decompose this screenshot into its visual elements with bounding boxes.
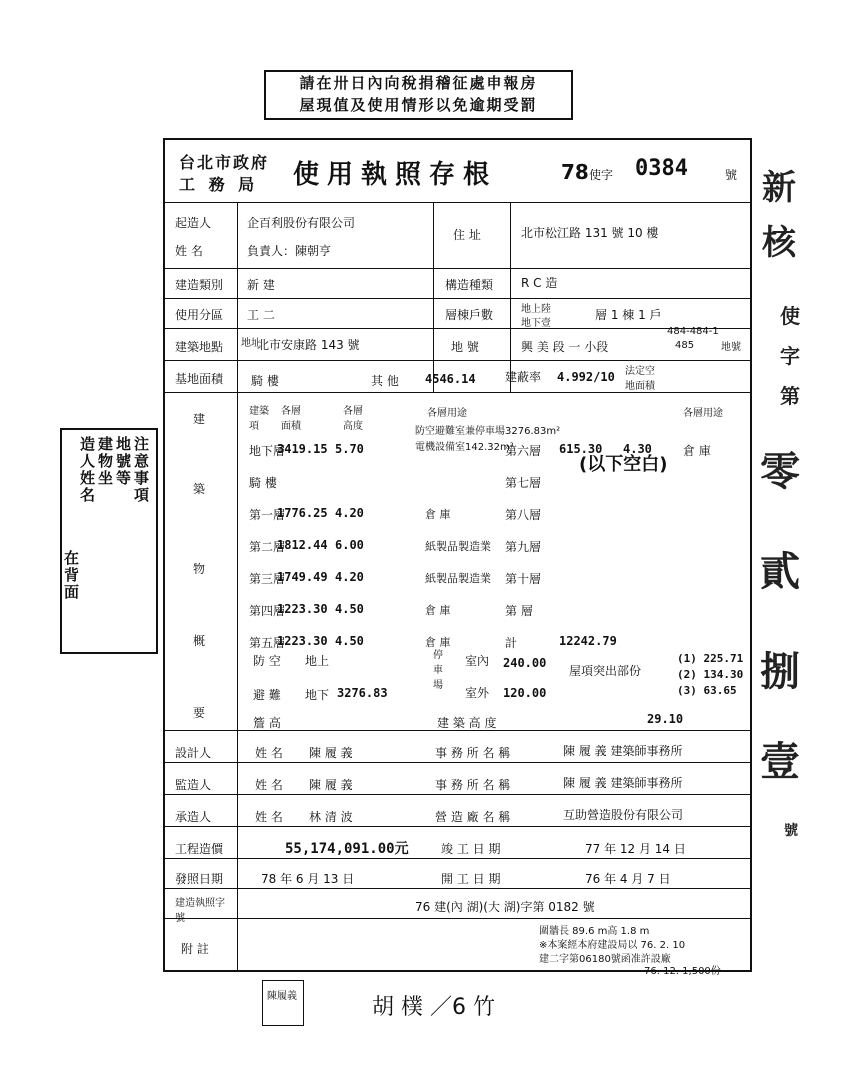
zone-label: 使用分區 (175, 308, 224, 322)
right-floor-label: 第六層 (505, 444, 542, 458)
building-side-label: 概 (193, 634, 206, 648)
permit-year: 78 (561, 160, 589, 184)
supervisor-role: 監造人 (175, 778, 212, 792)
supervisor-office-label: 事 務 所 名 稱 (435, 778, 511, 792)
refuge-value: 3276.83 (337, 686, 388, 700)
designer-office-label: 事 務 所 名 稱 (435, 746, 511, 760)
air-sub: 地上 (305, 654, 330, 668)
remarks-label: 附 註 (181, 942, 209, 956)
left-floor-use: 紙製品製造業 (425, 540, 491, 553)
margin-char: 核 (762, 223, 796, 263)
type-label: 建造類別 (175, 278, 224, 292)
roof-label: 屋項突出部份 (569, 664, 642, 678)
head-purpose: 各層用途 (427, 408, 467, 419)
contractor-office: 互助營造股份有限公司 (563, 808, 684, 822)
floors-label: 層棟戶數 (445, 308, 494, 322)
building-height-value: 29.10 (647, 712, 684, 726)
margin-char: 新 (762, 168, 796, 208)
lot-nums-2: 485 (675, 340, 695, 351)
left-floor-area: 1223.30 (277, 634, 328, 648)
zone-value: 工 二 (247, 308, 275, 322)
cost-label: 工程造價 (175, 842, 224, 856)
issue-value: 78 年 6 月 13 日 (261, 872, 355, 886)
left-floor-area: 1812.44 (277, 538, 328, 552)
designer-name-label: 姓 名 (255, 746, 283, 760)
notice-line-2: 屋現值及使用情形以免逾期受罰 (299, 96, 538, 114)
side-note-col-4: 造人姓名 (78, 436, 96, 504)
indoor-label: 室內 (465, 654, 490, 668)
margin-char: 零 (760, 449, 800, 495)
head-height: 各層高度 (343, 406, 363, 432)
side-note-col-5: 在背面 (62, 550, 80, 601)
notice-stamp (264, 70, 573, 120)
builder-company: 企百利股份有限公司 (247, 216, 356, 230)
left-floor-label: 騎 樓 (249, 476, 277, 490)
eave-label: 簷 高 (253, 716, 281, 730)
left-floor-use: 倉 庫 (425, 508, 451, 521)
seal-text: 陳履義 (267, 991, 297, 1002)
designer-role: 設計人 (175, 746, 212, 760)
permit-number: 0384 (635, 156, 688, 181)
permit-no-value: 76 建(內 湖)(大 湖)字第 0182 號 (415, 900, 595, 914)
builder-label-2: 姓 名 (175, 244, 203, 258)
left-floor-area: 1776.25 (277, 506, 328, 520)
signature: 胡 樸 ／6 竹 (372, 995, 495, 1020)
right-floor-use: 倉 庫 (683, 444, 711, 458)
lot-value: 興 美 段 一 小段 (521, 340, 609, 354)
left-floor-label: 第一層 (249, 508, 286, 522)
blank-note: (以下空白) (579, 454, 668, 475)
left-floor-area: 3419.15 (277, 442, 328, 456)
building-side-label: 物 (193, 562, 206, 576)
designer-name: 陳 履 義 (309, 746, 353, 760)
other-label: 其 他 (371, 374, 399, 388)
roof-2: (2) 134.30 (677, 668, 744, 681)
lot-label: 地 號 (451, 340, 479, 354)
permit-no-label: 建造執照字號 (175, 898, 225, 924)
lot-suffix: 地號 (721, 342, 741, 353)
building-side-label: 建 (193, 412, 206, 426)
left-floor-height: 5.70 (335, 442, 364, 456)
left-floor-label: 第四層 (249, 604, 286, 618)
side-note-col-2: 地號等 (114, 436, 132, 487)
right-floor-height: 4.30 (623, 442, 652, 456)
contractor-office-label: 營 造 廠 名 稱 (435, 810, 511, 824)
building-height-label: 建 築 高 度 (437, 716, 497, 730)
remarks-line-1: 圍牆長 89.6 m高 1.8 m (539, 926, 650, 937)
air-label: 防 空 (253, 654, 281, 668)
margin-char: 字 (780, 344, 800, 368)
lot-nums: 484-484-1 (667, 326, 719, 337)
struct-value: R C 造 (521, 276, 558, 290)
margin-char: 壹 (760, 739, 800, 785)
contractor-name-label: 姓 名 (255, 810, 283, 824)
margin-char: 捌 (760, 649, 800, 695)
designer-office: 陳 履 義 建築師事務所 (563, 744, 683, 758)
legal-label: 法定空地面積 (625, 366, 655, 392)
done-label: 竣 工 日 期 (441, 842, 501, 856)
margin-char: 號 (784, 823, 798, 839)
floors-down: 地下壹 (521, 318, 551, 329)
area-label: 基地面積 (175, 372, 224, 386)
outdoor-label: 室外 (465, 686, 490, 700)
cost-value: 55,174,091.00元 (285, 841, 409, 857)
left-floor-height: 4.20 (335, 506, 364, 520)
head-use: 建築項 (249, 406, 269, 432)
site-addr-small: 地址 (241, 338, 261, 349)
arcade-label: 騎 樓 (251, 374, 279, 388)
supervisor-office: 陳 履 義 建築師事務所 (563, 776, 683, 790)
site-label: 建築地點 (175, 340, 224, 354)
parking-label: 停車場 (433, 650, 443, 691)
other-value: 4546.14 (425, 372, 476, 386)
address-label: 住 址 (453, 228, 481, 242)
done-value: 77 年 12 月 14 日 (585, 842, 686, 856)
agency-line-2: 工 務 局 (179, 175, 259, 194)
outdoor-value: 120.00 (503, 686, 547, 700)
roof-1: (1) 225.71 (677, 652, 744, 665)
right-floor-label: 第七層 (505, 476, 542, 490)
overlay-note: 防空避難室兼停車場3276.83m² (415, 426, 561, 437)
left-floor-area: 1223.30 (277, 602, 328, 616)
type-value: 新 建 (247, 278, 275, 292)
left-floor-use: 倉 庫 (425, 604, 451, 617)
right-floor-label: 第八層 (505, 508, 542, 522)
overlay-note-2: 電機設備室142.32m² (415, 442, 514, 453)
start-label: 開 工 日 期 (441, 872, 501, 886)
side-note-col-3: 建物坐 (96, 436, 114, 487)
issue-label: 發照日期 (175, 872, 224, 886)
head-purpose-right: 各層用途 (683, 408, 723, 419)
margin-char: 貳 (760, 549, 800, 595)
roof-3: (3) 63.65 (677, 684, 737, 697)
right-floor-label: 第九層 (505, 540, 542, 554)
right-floor-area: 615.30 (559, 442, 603, 456)
left-floor-height: 6.00 (335, 538, 364, 552)
form-title: 使用執照存根 (293, 160, 498, 190)
contractor-name: 林 清 波 (309, 810, 353, 824)
right-floor-label: 第十層 (505, 572, 542, 586)
builder-label: 起造人 (175, 216, 212, 230)
head-area: 各層面積 (281, 406, 301, 432)
building-side-label: 築 (193, 482, 206, 496)
floors-up: 地上陸 (521, 304, 551, 315)
address-value: 北市松江路 131 號 10 樓 (521, 226, 659, 240)
margin-char: 第 (780, 384, 800, 408)
left-floor-label: 第三層 (249, 572, 286, 586)
left-floor-height: 4.50 (335, 634, 364, 648)
left-floor-label: 第二層 (249, 540, 286, 554)
side-note-box (60, 428, 158, 654)
ratio-value: 4.992/10 (557, 370, 615, 384)
seal (262, 980, 304, 1026)
side-note-col-1: 注意事項 (132, 436, 150, 504)
notice-line-1: 請在卅日內向稅捐稽征處申報房 (299, 74, 538, 92)
left-floor-height: 4.20 (335, 570, 364, 584)
supervisor-name: 陳 履 義 (309, 778, 353, 792)
struct-label: 構造種類 (445, 278, 494, 292)
right-floor-label: 計 (505, 636, 518, 650)
agency-line-1: 台北市政府 (179, 153, 270, 172)
left-floor-label: 第五層 (249, 636, 286, 650)
building-side-label: 要 (193, 706, 206, 720)
floors-tail: 層 1 棟 1 戶 (595, 308, 662, 322)
print-footer: 76. 12. 1,500份 (644, 966, 721, 977)
refuge-label: 避 難 (253, 688, 281, 702)
left-floor-use: 倉 庫 (425, 636, 451, 649)
permit-form (163, 138, 752, 972)
permit-no-suffix: 號 (725, 168, 738, 182)
start-value: 76 年 4 月 7 日 (585, 872, 671, 886)
left-floor-height: 4.50 (335, 602, 364, 616)
right-floor-label: 第 層 (505, 604, 533, 618)
refuge-sub: 地下 (305, 688, 330, 702)
builder-rep: 負責人：陳朝亨 (247, 244, 332, 258)
remarks-line-2: ※本案經本府建設局以 76. 2. 10 (539, 940, 686, 951)
left-floor-area: 1749.49 (277, 570, 328, 584)
left-floor-label: 地下層 (249, 444, 286, 458)
indoor-value: 240.00 (503, 656, 547, 670)
permit-char: 使字 (589, 168, 614, 182)
ratio-label: 建蔽率 (505, 370, 542, 384)
remarks-line-3: 建二字第06180號函准許設廠 (539, 954, 671, 965)
contractor-role: 承造人 (175, 810, 212, 824)
margin-char: 使 (780, 304, 800, 328)
left-floor-use: 紙製品製造業 (425, 572, 491, 585)
supervisor-name-label: 姓 名 (255, 778, 283, 792)
right-floor-area: 12242.79 (559, 634, 617, 648)
site-value: 北市安康路 143 號 (257, 338, 360, 352)
